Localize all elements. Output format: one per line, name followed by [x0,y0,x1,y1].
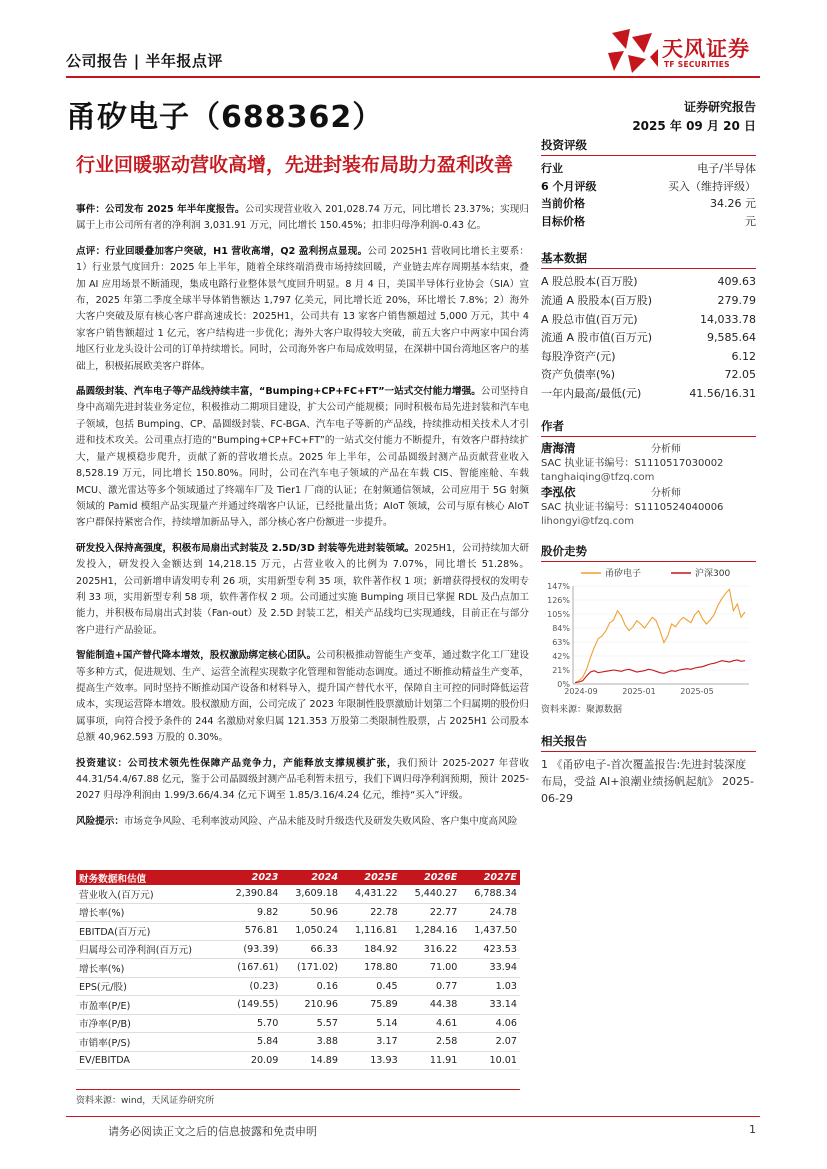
table-cell: 24.78 [460,903,520,922]
report-type: 公司报告 | 半年报点评 [66,52,223,70]
table-cell: 5.84 [222,1033,282,1052]
table-header: 2025E [341,870,401,885]
row-label: 市净率(P/B) [76,1014,222,1033]
table-cell: 75.89 [341,996,401,1015]
table-row [76,885,520,903]
paragraph-review: 点评：行业回暖叠加客户突破，H1 营收高增，Q2 盈利拐点显现。公司 2025H1 营收同比增长主要系：1）行业景气度回升：2025 年上半年，随着全球终端消费市场持续回暖，产业链去库存周期基本结束，叠加 AI 应用场景不断涌现，集成电路行业整体景气度回升明显。8 月 4 日，美国半导体行业协会（SIA）宣布，2025 年第二季度全球半导体销售额达 1,797 亿美元，同比增长近 20%，环比增长 7.8%；2）海外大客户突破及原有核心客户群高速成长：2025H1，公司共有 13 家客户销售额超过 5,000 万元，其中 4 家客户销售额超过 1 亿元，客户结构进一步优化；海外大客户取得较大突破，前五大客户中两家中国台湾地区行业龙头设计公司的订单持续增长。同时，公司海外客户布局成效明显，在深耕中国台湾地区客户的基础上，积极拓展欧美客户群体。 [76,245,529,372]
table-cell: 5.57 [281,1014,341,1033]
table-cell: 33.94 [460,959,520,978]
table-cell: 66.33 [281,940,341,959]
basic-data-row [541,366,756,385]
legend-label: 沪深300 [695,568,731,579]
basic-data-list [541,273,756,403]
rating-row-label: 行业 [541,162,563,175]
row-label: 增长率(%) [76,903,222,922]
rating-row-value: 电子/半导体 [697,162,756,175]
table-header: 2027E [460,870,520,885]
author-2: 李泓依 分析师 SAC 执业证书编号：S1110524040006 lihongyi@tfzq.com [541,485,756,529]
table-cell: 0.77 [401,977,461,996]
rating-row [541,195,756,213]
table-header: 2023 [222,870,282,885]
basic-data-row-value: 14,033.78 [700,312,756,326]
table-cell: 3,609.18 [281,885,341,903]
table-cell: 1,284.16 [401,922,461,941]
paragraph-investment: 投资建议：公司技术领先性保障产品竞争力，产能释放支撑规模扩张，我们预计 2025-2027 年营收 44.31/54.4/67.88 亿元，鉴于公司晶圆级封测产品毛利暂未扭亏，我们下调归母净利润预期，预计 2025-2027 归母净利润由 1.99/3.66/4.34 亿元下调至 1.85/3.16/4.24 亿元，维持“买入”评级。 [76,757,529,802]
table-row [76,1051,520,1070]
row-label: 营业收入(百万元) [76,885,222,903]
table-cell: (149.55) [222,996,282,1015]
basic-data-row-label: 流通 A 股股本(百万股) [541,293,653,307]
y-tick-label: 63% [552,637,570,647]
table-cell: 2.07 [460,1033,520,1052]
author-1: 唐海清 分析师 SAC 执业证书编号：S1110517030002 tanghaiqing@tfzq.com [541,441,756,485]
rating-row-value: 买入（维持评级） [668,179,756,193]
basic-data-row [541,292,756,311]
y-tick-label: 42% [552,651,570,661]
basic-data-row [541,385,756,404]
rating-row [541,160,756,178]
table-cell: (93.39) [222,940,282,959]
rating-row-value: 元 [745,214,756,228]
rating-section-title: 投资评级 [541,137,756,156]
table-cell: 4.06 [460,1014,520,1033]
y-tick-label: 126% [547,595,570,605]
report-date: 2025 年 09 月 20 日 [632,119,756,133]
table-cell: 178.80 [341,959,401,978]
basic-data-row-value: 9,585.64 [707,331,756,345]
footer-divider [66,1116,760,1117]
table-cell: 4,431.22 [341,885,401,903]
table-cell: 33.14 [460,996,520,1015]
sidebar [541,137,756,807]
chart-section-title: 股价走势 [541,543,756,562]
author-section-title: 作者 [541,418,756,437]
table-cell: 44.38 [401,996,461,1015]
related-section-title: 相关报告 [541,733,756,752]
paragraph-rnd: 研发投入保持高强度，积极布局扇出式封装及 2.5D/3D 封装等先进封装领域。2025H1，公司持续加大研发投入，研发投入金额达到 14,218.15 万元，占营业收入的比例为 7.07%，同比增长 51.28%。2025H1，公司新增申请发明专利 26 项，实用新型专利 35 项，软件著作权 1 项；新增获得授权的发明专利 33 项，实用新型专利 58 项，软件著作权 2 项。公司通过实施 Bumping 项目已掌握 RDL 及凸点加工能力，并积极布局扇出式封装（Fan-out）及 2.5D 封装工艺，相关产品线均已实现通线，目前正在与部分客户进行产品验证。 [76,542,530,636]
table-bottom-rule [76,1089,520,1090]
y-tick-label: 147% [547,581,570,591]
table-cell: 2,390.84 [222,885,282,903]
disclaimer-note: 请务必阅读正文之后的信息披露和免责申明 [108,1125,317,1138]
table-cell: (0.23) [222,977,282,996]
rating-row [541,178,756,196]
table-cell: 5,440.27 [401,885,461,903]
table-cell: 210.96 [281,996,341,1015]
author-email[interactable]: tanghaiqing@tfzq.com [541,471,655,483]
basic-data-row-value: 6.12 [731,349,756,363]
table-cell: 14.89 [281,1051,341,1070]
y-tick-label: 0% [557,679,570,689]
table-row [76,977,520,996]
row-label: EPS(元/股) [76,977,222,996]
table-cell: 0.45 [341,977,401,996]
row-label: 市盈率(P/E) [76,996,222,1015]
basic-data-row-label: 流通 A 股市值(百万元) [541,331,653,345]
rating-list [541,160,756,230]
table-cell: 3.88 [281,1033,341,1052]
table-cell: 50.96 [281,903,341,922]
table-row [76,922,520,941]
x-tick-label: 2025-01 [622,686,656,696]
table-cell: 1.03 [460,977,520,996]
logo-subtext: TF SECURITIES [664,60,730,69]
row-label: EV/EBITDA [76,1051,222,1070]
related-report-link[interactable]: 1 《甬矽电子-首次覆盖报告:先进封装深度布局，受益 AI+浪潮业绩扬帆起航》 2025-06-29 [541,757,754,805]
company-title: 甬矽电子（688362） [66,100,384,135]
table-cell: 22.77 [401,903,461,922]
tf-logo-icon [606,27,660,75]
basic-data-row-value: 72.05 [724,368,756,382]
table-header: 2026E [401,870,461,885]
paragraph-event: 事件：公司发布 2025 年半年度报告。公司实现营业收入 201,028.74 万元，同比增长 23.37%；实现归属于上市公司所有者的净利润 3,031.91 万元，同比增长 150.45%；扣非归母净利润-0.43 亿。 [76,204,529,232]
basic-data-row-value: 41.56/16.31 [689,386,756,400]
table-cell: 576.81 [222,922,282,941]
paragraph-products: 晶圆级封装、汽车电子等产品线持续丰富，“Bumping+CP+FC+FT”一站式交付能力增强。公司坚持自身中高端先进封装业务定位，积极推动二期项目建设，扩大公司产能规模；同时积极布局先进封装和汽车电子领域，包括 Bumping、CP、晶圆级封装、FC-BGA、汽车电子等新的产品线，持续推动相关技术人才引进和技术攻关。公司重点打造的“Bumping+CP+FC+FT”的一站式交付能力不断提升，有效客户群持续扩大，量产规模稳步爬升，贡献了新的营收增长点。2025 年上半年，公司晶圆级封测产品贡献营业收入 8,528.19 万元，同比增长 150.80%。同时，公司在汽车电子领域的产品在车载 CIS、智能座舱、车载 MCU、激光雷达等多个领域通过了终端车厂及 Tier1 厂商的认证；在射频通信领域，公司应用于 5G 射频领域的 Pamid 模组产品实现量产并通过终端客户认证，已经批量出货；AIoT 领域，公司与原有核心 AIoT 客户群保持紧密合作，持续增加新品导入，部分核心客户份额进一步提升。 [76,386,529,529]
basic-data-row [541,329,756,348]
series-line-index [575,660,745,683]
legend-label: 甬矽电子 [605,568,642,579]
table-cell: (171.02) [281,959,341,978]
rating-row-label: 当前价格 [541,197,585,211]
row-label: 增长率(%) [76,959,222,978]
chart-source: 资料来源：聚源数据 [541,704,623,715]
table-header: 财务数据和估值 [76,870,222,885]
table-cell: 9.82 [222,903,282,922]
paragraph-risk: 风险提示：市场竞争风险、毛利率波动风险、产品未能及时升级迭代及研发失败风险、客户集中度高风险 [76,815,518,827]
rating-row-label: 目标价格 [541,214,585,228]
basic-data-row [541,273,756,292]
table-cell: 11.91 [401,1051,461,1070]
x-tick-label: 2025-05 [680,686,714,696]
header-divider [66,76,760,78]
y-tick-label: 21% [552,665,570,675]
table-cell: 20.09 [222,1051,282,1070]
headline: 行业回暖驱动营收高增，先进封装布局助力盈利改善 [76,154,514,176]
rating-row-value: 34.26 元 [710,197,756,211]
paragraph-manufacturing: 智能制造+国产替代降本增效，股权激励绑定核心团队。公司积极推动智能生产变革，通过数字化工厂建设等多种方式，促进规划、生产、运营全流程实现数字化管理和智能动态调度。通过不断推动精益生产变革，提高生产效率。同时坚持不断推动国产设备和材料导入，提升国产替代水平，保障自主可控的同时降低运营成本，实现运营降本增效。股权激励方面，公司完成了 2023 年限制性股票激励计划第二个归属期的股份归属事项，向符合授予条件的 244 名激励对象归属 121.353 万股第二类限制性股票，占 2025H1 公司股本总额 40,962.593 万股的 0.30%。 [76,650,530,744]
y-tick-label: 84% [552,623,570,633]
table-cell: 423.53 [460,940,520,959]
table-cell: 6,788.34 [460,885,520,903]
table-cell: 1,050.24 [281,922,341,941]
table-cell: (167.61) [222,959,282,978]
report-body [76,202,529,839]
x-tick-label: 2024-09 [564,686,598,696]
table-cell: 3.17 [341,1033,401,1052]
author-email[interactable]: lihongyi@tfzq.com [541,515,634,527]
table-cell: 1,116.81 [341,922,401,941]
basic-data-row-label: A 股总市值(百万元) [541,312,638,326]
page-number: 1 [749,1123,756,1136]
basic-data-row-label: 一年内最高/最低(元) [541,386,642,400]
table-row [76,1014,520,1033]
table-cell: 2.58 [401,1033,461,1052]
table-cell: 184.92 [341,940,401,959]
table-cell: 0.16 [281,977,341,996]
table-header: 2024 [281,870,341,885]
basic-data-row-label: 资产负债率(%) [541,368,616,382]
table-row [76,940,520,959]
table-row [76,903,520,922]
table-cell: 13.93 [341,1051,401,1070]
y-tick-label: 105% [547,609,570,619]
basic-data-title: 基本数据 [541,250,756,269]
rating-row [541,213,756,231]
logo-text: 天风证券 [662,37,750,61]
table-cell: 22.78 [341,903,401,922]
basic-data-row-value: 279.79 [717,293,756,307]
basic-data-row-label: 每股净资产(元) [541,349,616,363]
table-source: 资料来源：wind，天风证券研究所 [76,1096,215,1106]
table-cell: 5.14 [341,1014,401,1033]
research-label: 证券研究报告 [683,100,756,114]
price-chart [541,566,756,698]
table-row [76,1033,520,1052]
table-cell: 5.70 [222,1014,282,1033]
table-cell: 10.01 [460,1051,520,1070]
series-line-stock [575,589,745,682]
row-label: 市销率(P/S) [76,1033,222,1052]
table-cell: 1,437.50 [460,922,520,941]
basic-data-row-label: A 股总股本(百万股) [541,275,638,289]
table-header-row [76,870,520,885]
table-row [76,996,520,1015]
financial-table [76,870,520,1070]
table-row [76,959,520,978]
basic-data-row [541,311,756,330]
basic-data-row [541,348,756,367]
table-cell: 316.22 [401,940,461,959]
row-label: 归属母公司净利润(百万元) [76,940,222,959]
table-cell: 71.00 [401,959,461,978]
table-cell: 4.61 [401,1014,461,1033]
row-label: EBITDA(百万元) [76,922,222,941]
rating-row-label: 6 个月评级 [541,179,597,193]
basic-data-row-value: 409.63 [717,275,756,289]
